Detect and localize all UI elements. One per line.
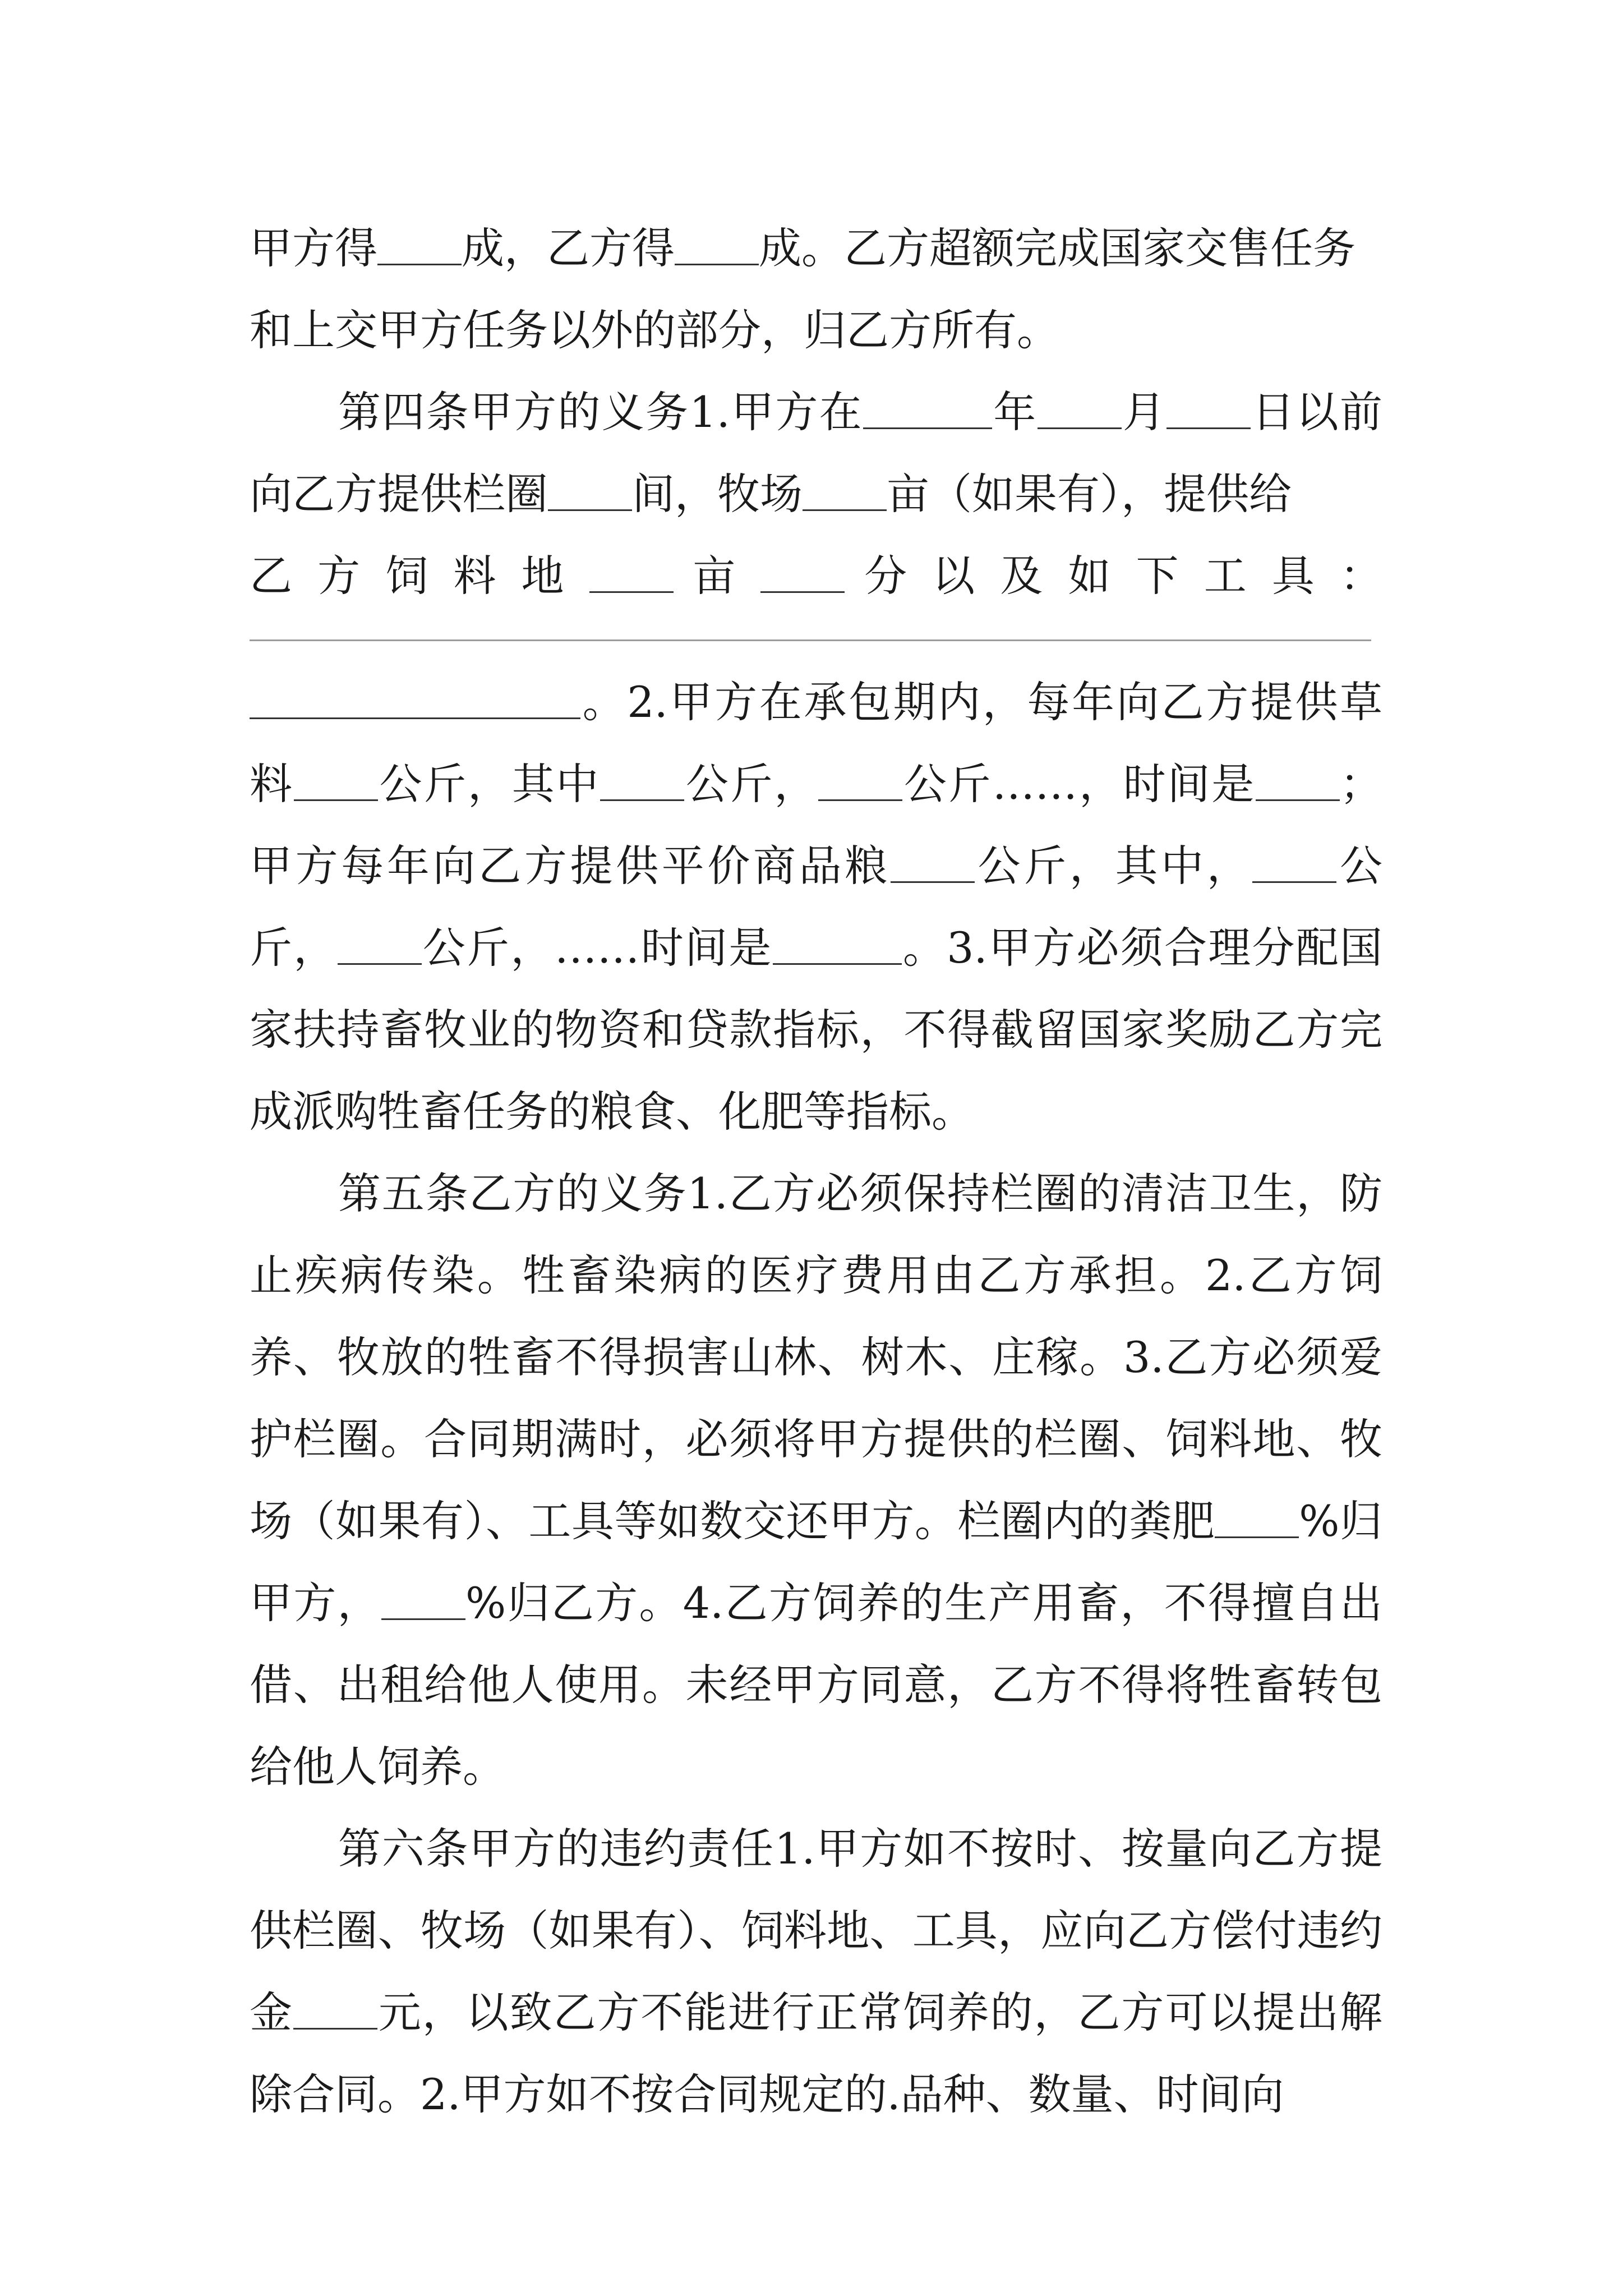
blank-line bbox=[1215, 1498, 1299, 1538]
paragraph-article-5 bbox=[250, 1153, 1382, 1808]
blank-line bbox=[377, 225, 462, 265]
document-page bbox=[250, 208, 1382, 2136]
text-run: %归乙方。4.乙方饲养的生产用畜，不得擅自出借、出租给他人使用。未经甲方同意，乙方不得将牲畜转包给他人饲养。 bbox=[250, 1578, 1382, 1792]
blank-line bbox=[760, 553, 845, 592]
text-run: 第五条乙方的义务1.乙方必须保持栏圈的清洁卫生，防止疾病传染。牲畜染病的医疗费用由乙方承担。2.乙方饲养、牧放的牲畜不得损害山林、树木、庄稼。3.乙方必须爱护栏圈。合同期满时，必须将甲方提供的栏圈、饲料地、牧场（如果有）、工具等如数交还甲方。栏圈内的粪肥 bbox=[250, 1168, 1382, 1546]
blank-line bbox=[293, 1989, 377, 2029]
paragraph-article-4 bbox=[250, 371, 1382, 535]
text-run: 日以前向乙方提供栏圈 bbox=[250, 387, 1383, 519]
blank-line bbox=[1256, 761, 1340, 800]
text-run: %归甲方， bbox=[250, 1496, 1383, 1628]
text-run: 成，乙方得 bbox=[462, 223, 675, 273]
text-run: 成。乙方超额完成国家交售任务 bbox=[759, 223, 1355, 273]
text-run: 分 以 及 如 下 工 具 ： bbox=[864, 551, 1382, 601]
text-run: 年 bbox=[992, 387, 1038, 437]
blank-line bbox=[548, 471, 632, 510]
blank-line bbox=[600, 761, 684, 800]
text-run: 甲方得 bbox=[250, 223, 377, 273]
text-run: 公斤， bbox=[684, 759, 819, 809]
blank-line bbox=[675, 225, 759, 265]
paragraph-article-4-tools-line bbox=[250, 535, 1382, 617]
blank-line bbox=[589, 553, 674, 592]
text-run: 公斤， bbox=[250, 841, 1383, 973]
text-run: 第六条甲方的违约责任1.甲方如不按时、按量向乙方提供栏圈、牧场（如果有）、饲料地、工具，应向乙方偿付违约金 bbox=[250, 1824, 1382, 2037]
blank-line bbox=[891, 843, 975, 882]
blank-line bbox=[381, 1580, 465, 1619]
text-run: 公斤，其中 bbox=[377, 759, 601, 809]
paragraph-article-4-cont bbox=[250, 661, 1382, 1153]
blank-line bbox=[1038, 389, 1122, 429]
text-run: 间，牧场 bbox=[632, 469, 803, 519]
blank-line bbox=[1252, 843, 1336, 882]
text-run: 公斤，……时间是 bbox=[421, 923, 773, 973]
blank-line bbox=[803, 471, 887, 510]
blank-line bbox=[250, 679, 580, 719]
text-run: ；甲方每年向乙方提供平价商品粮 bbox=[250, 759, 1383, 891]
text-run: 月 bbox=[1121, 387, 1167, 437]
text-run: 乙 方 饲 料 地 bbox=[250, 551, 570, 601]
blank-line bbox=[863, 389, 992, 429]
text-run: 公斤，其中， bbox=[974, 841, 1253, 891]
text-run: 亩 bbox=[693, 551, 741, 601]
text-run: 公斤……，时间是 bbox=[902, 759, 1256, 809]
text-run: 。3.甲方必须合理分配国家扶持畜牧业的物资和贷款指标，不得截留国家奖励乙方完成派购牲畜任务的粮食、化肥等指标。 bbox=[250, 923, 1383, 1137]
blank-line bbox=[1166, 389, 1251, 429]
paragraph-article-6 bbox=[250, 1808, 1382, 2136]
blank-line bbox=[818, 761, 902, 800]
blank-line bbox=[773, 924, 902, 964]
text-run: 。2.甲方在承包期内，每年向乙方提供草料 bbox=[250, 677, 1382, 809]
text-run: 亩（如果有），提供给 bbox=[887, 469, 1292, 519]
paragraph-1 bbox=[250, 208, 1382, 371]
blank-line bbox=[338, 924, 422, 964]
blank-line bbox=[294, 761, 378, 800]
text-run: 元，以致乙方不能进行正常饲养的，乙方可以提出解除合同。2.甲方如不按合同规定的.品种、数量、时间向 bbox=[250, 1987, 1383, 2119]
fill-in-rule bbox=[250, 639, 1371, 641]
text-run: 和上交甲方任务以外的部分，归乙方所有。 bbox=[250, 305, 1059, 355]
text-run: 第四条甲方的义务1.甲方在 bbox=[338, 387, 863, 437]
